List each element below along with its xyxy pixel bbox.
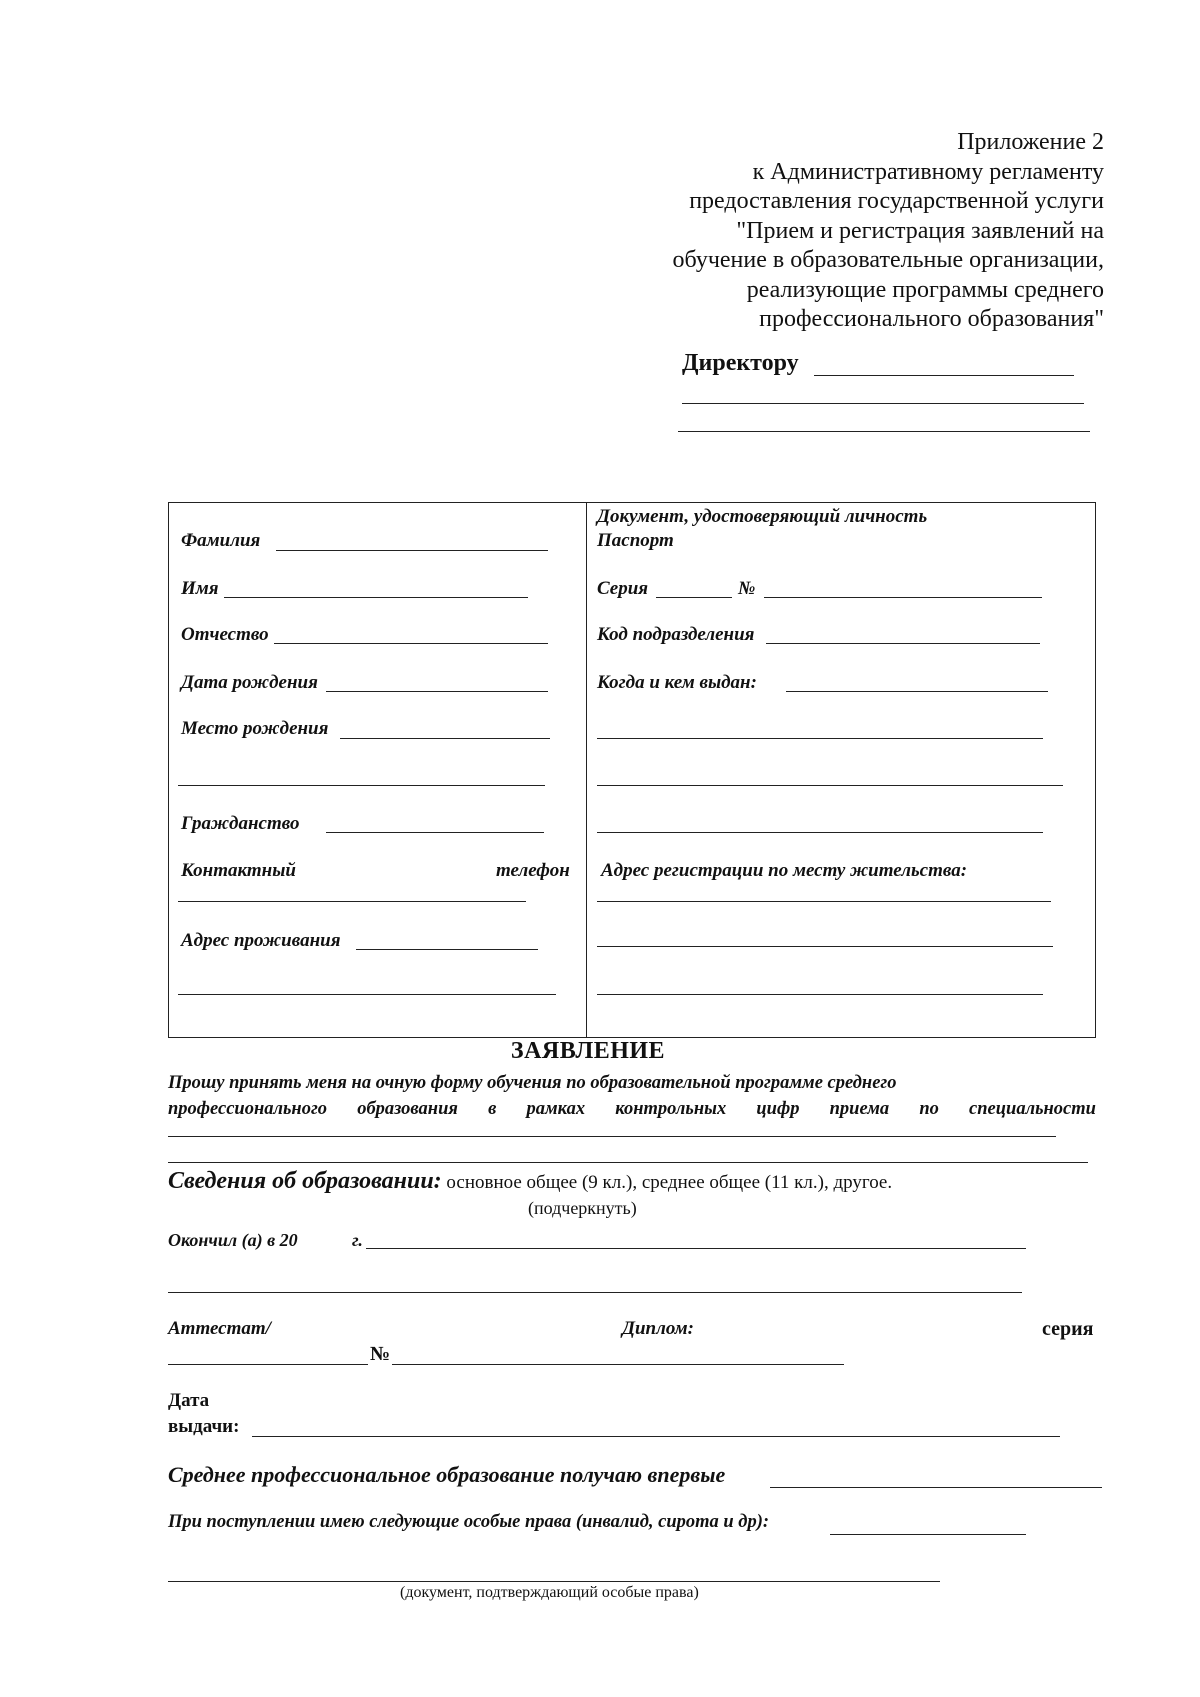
statement-word: рамках (526, 1099, 586, 1119)
series-label: Серия (597, 578, 649, 599)
statement-word: цифр (756, 1099, 800, 1119)
education-heading: Сведения об образовании: (168, 1168, 442, 1194)
certificate-series-field[interactable] (168, 1364, 368, 1365)
first-time-label: Среднее профессиональное образование получаю впервые (168, 1462, 726, 1487)
appendix-line: предоставления государственной услуги (689, 188, 1104, 214)
appendix-line: к Административному регламенту (752, 158, 1104, 185)
statement-line-1: Прошу принять меня на очную форму обучения по образовательной программе среднего (168, 1073, 897, 1093)
statement-word: контрольных (615, 1099, 727, 1119)
diploma-label: Диплом: (622, 1318, 694, 1339)
address-field[interactable] (356, 949, 538, 950)
citizenship-field[interactable] (326, 832, 544, 833)
graduated-institution-field[interactable] (366, 1248, 1026, 1249)
address-label: Адрес проживания (181, 930, 341, 951)
address-field-line-2[interactable] (178, 994, 556, 995)
registration-field-line-2[interactable] (597, 946, 1053, 947)
special-rights-document-field[interactable] (168, 1581, 940, 1582)
passport-number-field[interactable] (764, 597, 1042, 598)
special-rights-document-note: (документ, подтверждающий особые права) (400, 1584, 699, 1601)
passport-label: Паспорт (597, 530, 674, 551)
id-document-heading: Документ, удостоверяющий личность (597, 506, 928, 527)
contact-label: Контактный (181, 860, 296, 881)
issue-date-label-1: Дата (168, 1390, 210, 1411)
education-options: основное общее (9 кл.), среднее общее (11 кл.), другое. (446, 1172, 893, 1193)
patronymic-label: Отчество (181, 624, 269, 645)
passport-series-field[interactable] (656, 597, 732, 598)
phone-label: телефон (496, 860, 570, 881)
statement-word: в (488, 1099, 497, 1119)
appendix-line: реализующие программы среднего (746, 276, 1104, 303)
director-field-line-2[interactable] (682, 403, 1084, 404)
surname-field[interactable] (276, 550, 548, 551)
appendix-line: обучение в образовательные организации, (672, 247, 1104, 273)
issued-field-line-3[interactable] (597, 785, 1063, 786)
statement-text (168, 1070, 1096, 1122)
appendix-line: профессионального образования" (759, 306, 1104, 332)
box-divider (586, 502, 587, 1038)
birth-place-field-line-2[interactable] (178, 785, 545, 786)
statement-title: ЗАЯВЛЕНИЕ (510, 1038, 666, 1064)
appendix-line: Приложение 2 (957, 129, 1104, 155)
year-suffix: г. (352, 1230, 363, 1250)
special-rights-label: При поступлении имею следующие особые права (инвалид, сирота и др): (168, 1512, 770, 1532)
appendix-header (584, 128, 1104, 335)
statement-word: образования (357, 1099, 458, 1119)
certificate-number-field[interactable] (392, 1364, 844, 1365)
statement-word: специальности (969, 1099, 1096, 1119)
director-field-line-3[interactable] (678, 431, 1090, 432)
registration-field-line-3[interactable] (597, 994, 1043, 995)
number-label: № (738, 578, 756, 599)
special-rights-field[interactable] (830, 1534, 1026, 1535)
director-field[interactable] (814, 375, 1074, 376)
issue-date-field[interactable] (252, 1436, 1060, 1437)
surname-label: Фамилия (181, 530, 261, 551)
specialty-field[interactable] (168, 1136, 1056, 1137)
series-label-education: серия (1042, 1318, 1094, 1340)
specialty-field-line-2[interactable] (168, 1162, 1088, 1163)
issued-label: Когда и кем выдан: (597, 672, 757, 693)
statement-word: профессионального (168, 1099, 328, 1119)
birth-date-field[interactable] (326, 691, 548, 692)
birth-place-label: Место рождения (181, 718, 329, 739)
graduated-label: Окончил (а) в 20 (168, 1230, 298, 1250)
patronymic-field[interactable] (274, 643, 548, 644)
statement-line-2 (168, 1096, 1096, 1122)
division-code-field[interactable] (766, 643, 1040, 644)
division-code-label: Код подразделения (597, 624, 755, 645)
director-label: Директору (682, 350, 799, 376)
citizenship-label: Гражданство (181, 813, 300, 834)
issued-field-line-2[interactable] (597, 738, 1043, 739)
issued-field-line-4[interactable] (597, 832, 1043, 833)
statement-word: по (919, 1099, 939, 1119)
certificate-label: Аттестат/ (168, 1318, 271, 1339)
registration-label: Адрес регистрации по месту жительства: (601, 860, 968, 881)
graduated-institution-field-line-2[interactable] (168, 1292, 1022, 1293)
issued-field[interactable] (786, 691, 1048, 692)
registration-field[interactable] (597, 901, 1051, 902)
statement-word: приема (829, 1099, 890, 1119)
name-field[interactable] (224, 597, 528, 598)
education-info (168, 1168, 892, 1195)
birth-date-label: Дата рождения (181, 672, 318, 693)
birth-place-field[interactable] (340, 738, 550, 739)
phone-field[interactable] (178, 901, 526, 902)
name-label: Имя (181, 578, 219, 599)
first-time-field[interactable] (770, 1487, 1102, 1488)
appendix-line: "Прием и регистрация заявлений на (736, 217, 1104, 244)
issue-date-label-2: выдачи: (168, 1416, 240, 1437)
underline-hint: (подчеркнуть) (528, 1198, 637, 1218)
certificate-number-label: № (370, 1343, 391, 1365)
